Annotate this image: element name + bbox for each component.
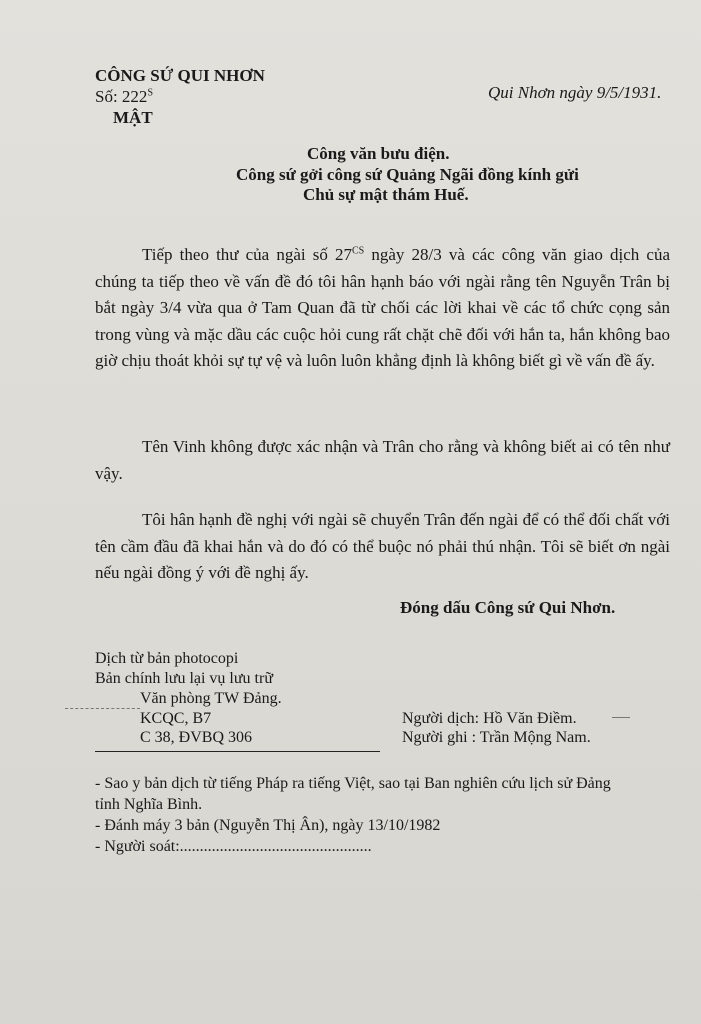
document-number [95, 87, 153, 107]
body-paragraph-1 [95, 242, 670, 375]
p1-text-b: ngày 28/3 và các công văn giao dịch của chúng ta tiếp theo về vấn đề đó tôi hân hạnh báo với ngài rằng tên Nguyễn Trân bị bắt ngày 3/4 vừa qua ở Tam Quan đã từ chối các lời khai về các tổ chức cọng sản trong vùng và mặc dầu các cuộc hỏi cung rất chặt chẽ đối với hắn ta, hắn không bao giờ chịu thoát khỏi sự tự vệ và luôn luôn khẳng định là không biết gì về vấn đề ấy. [95, 245, 670, 370]
dash-mark [612, 717, 630, 718]
agency-name: CÔNG SỨ QUI NHƠN [95, 66, 265, 85]
note-2: - Đánh máy 3 bản (Nguyễn Thị Ân), ngày 13/10/1982 [95, 817, 441, 834]
source-line-4: KCQC, B7 [140, 710, 212, 727]
place-and-date: Qui Nhơn ngày 9/5/1931. [488, 83, 662, 102]
separator-rule [95, 751, 380, 752]
translator-name: Người dịch: Hồ Văn Điềm. [402, 710, 577, 727]
title-line-2: Công sứ gởi công sứ Quảng Ngãi đồng kính gửi [236, 165, 579, 184]
title-line-1: Công văn bưu điện. [307, 144, 450, 163]
p2-text: Tên Vinh không được xác nhận và Trân cho rằng và không biết ai có tên như vậy. [95, 437, 670, 483]
dashed-mark [65, 708, 140, 709]
source-line-2: Bản chính lưu lại vụ lưu trữ [95, 670, 273, 687]
seal-note: Đóng dấu Công sứ Qui Nhơn. [400, 598, 616, 617]
p1-superscript: CS [351, 245, 365, 257]
classification-label: MẬT [113, 108, 153, 127]
body-paragraph-2 [95, 434, 670, 487]
note-3: - Người soát:................................................ [95, 838, 372, 855]
recorder-name: Người ghi : Trần Mộng Nam. [402, 729, 591, 746]
p1-text-a: Tiếp theo thư của ngài số 27 [142, 245, 352, 264]
source-line-1: Dịch từ bản photocopi [95, 650, 239, 667]
note-1-line-1: - Sao y bản dịch từ tiếng Pháp ra tiếng Việt, sao tại Ban nghiên cứu lịch sử Đảng [95, 775, 611, 792]
source-line-5: C 38, ĐVBQ 306 [140, 729, 253, 746]
note-1-line-2: tỉnh Nghĩa Bình. [95, 796, 203, 813]
source-line-3: Văn phòng TW Đảng. [140, 690, 282, 707]
document-number-text: Số: 222 [95, 87, 148, 106]
title-line-3: Chủ sự mật thám Huế. [303, 185, 469, 204]
document-number-suffix: S [147, 87, 153, 99]
p3-text: Tôi hân hạnh đề nghị với ngài sẽ chuyển Trân đến ngài để có thể đối chất với tên cầm đầu đã khai hắn và do đó có thể buộc nó phải thú nhận. Tôi sẽ biết ơn ngài nếu ngài đồng ý với đề nghị ấy. [95, 510, 670, 582]
body-paragraph-3 [95, 507, 670, 587]
